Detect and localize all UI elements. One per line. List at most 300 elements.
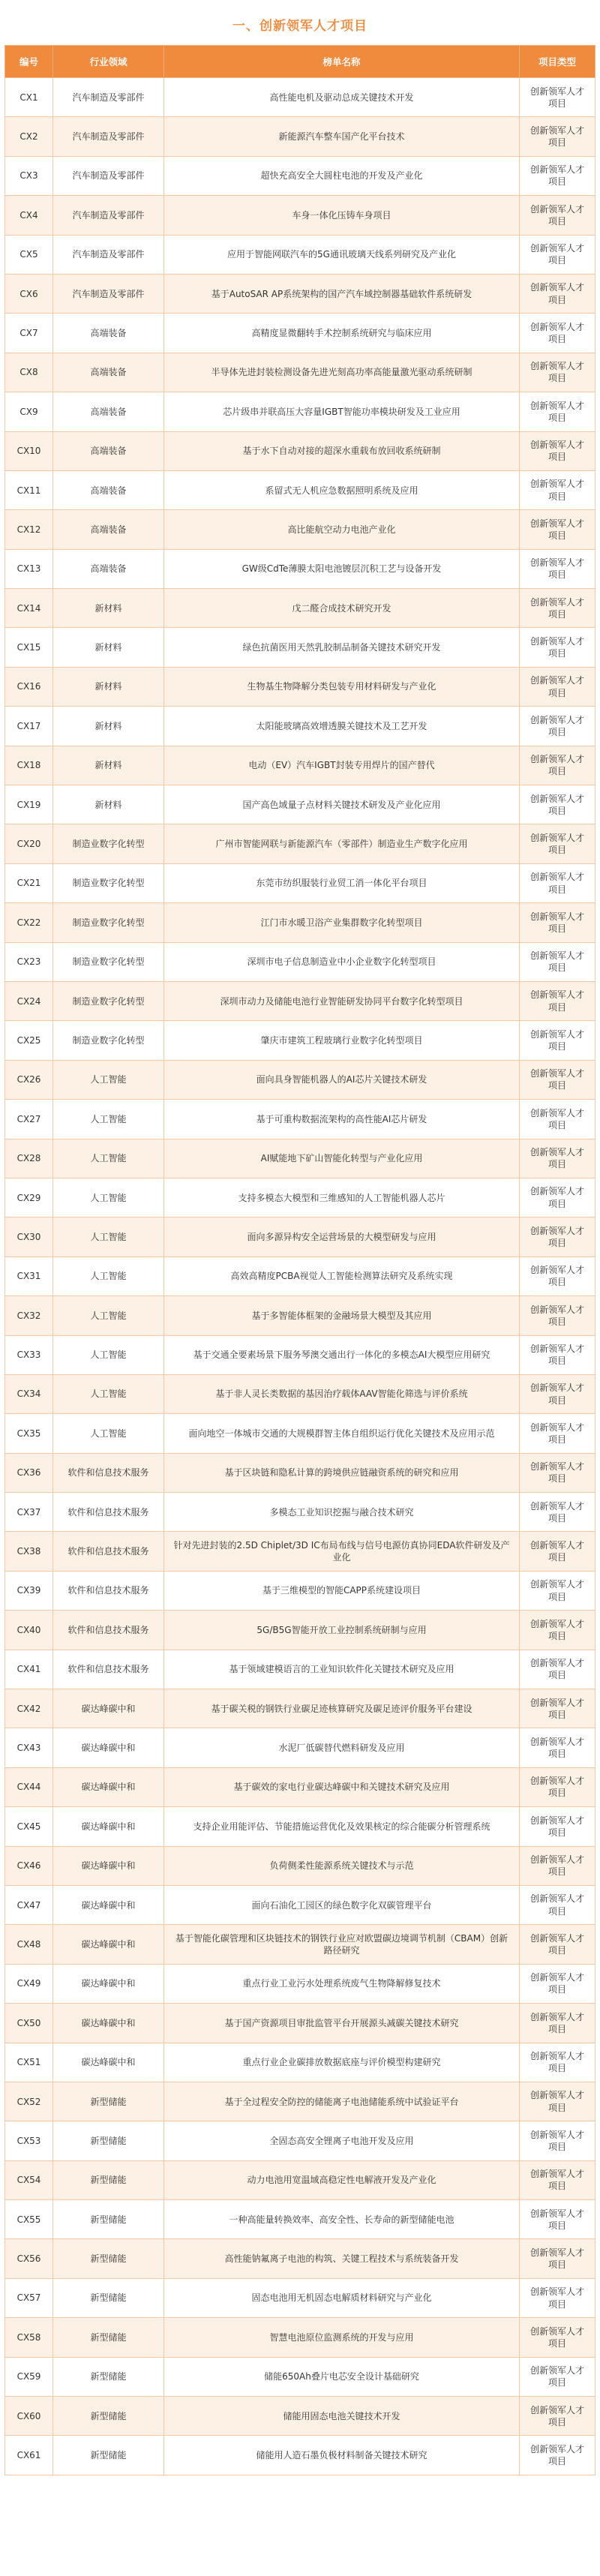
cell-industry: 人工智能 — [53, 1335, 164, 1374]
cell-name: 负荷侧柔性能源系统关键技术与示范 — [164, 1846, 520, 1885]
cell-no: CX46 — [5, 1846, 53, 1885]
cell-type: 创新领军人才项目 — [520, 942, 596, 981]
cell-name: 5G/B5G智能开放工业控制系统研制与应用 — [164, 1611, 520, 1650]
cell-type: 创新领军人才项目 — [520, 2278, 596, 2317]
cell-industry: 新型储能 — [53, 2278, 164, 2317]
table-row — [5, 2082, 596, 2121]
table-row — [5, 1493, 596, 1532]
cell-industry: 新材料 — [53, 667, 164, 706]
table-row — [5, 1256, 596, 1296]
cell-type: 创新领军人才项目 — [520, 981, 596, 1020]
cell-industry: 人工智能 — [53, 1256, 164, 1296]
cell-type: 创新领军人才项目 — [520, 667, 596, 706]
table-row — [5, 1453, 596, 1492]
cell-no: CX11 — [5, 470, 53, 509]
cell-type: 创新领军人才项目 — [520, 2239, 596, 2278]
cell-no: CX60 — [5, 2397, 53, 2436]
cell-no: CX22 — [5, 903, 53, 942]
cell-type: 创新领军人才项目 — [520, 1256, 596, 1296]
cell-industry: 人工智能 — [53, 1060, 164, 1099]
cell-no: CX59 — [5, 2357, 53, 2396]
cell-type: 创新领军人才项目 — [520, 1139, 596, 1178]
cell-name: 多模态工业知识挖掘与融合技术研究 — [164, 1493, 520, 1532]
cell-name: 重点行业工业污水处理系统废气生物降解修复技术 — [164, 1964, 520, 2003]
cell-no: CX9 — [5, 392, 53, 431]
cell-industry: 碳达峰碳中和 — [53, 1846, 164, 1885]
cell-name: 面向多源异构安全运营场景的大模型研发与应用 — [164, 1217, 520, 1256]
cell-name: 系留式无人机应急数据照明系统及应用 — [164, 470, 520, 509]
table-row — [5, 981, 596, 1020]
cell-industry: 碳达峰碳中和 — [53, 2043, 164, 2082]
cell-no: CX48 — [5, 1925, 53, 1964]
table-row — [5, 1021, 596, 1060]
cell-no: CX57 — [5, 2278, 53, 2317]
table-row — [5, 942, 596, 981]
cell-no: CX43 — [5, 1728, 53, 1767]
table-row — [5, 1217, 596, 1256]
cell-no: CX25 — [5, 1021, 53, 1060]
cell-type: 创新领军人才项目 — [520, 1611, 596, 1650]
cell-no: CX52 — [5, 2082, 53, 2121]
table-row — [5, 510, 596, 549]
cell-name: 超快充高安全大圆柱电池的开发及产业化 — [164, 156, 520, 195]
cell-no: CX3 — [5, 156, 53, 195]
cell-industry: 高端装备 — [53, 392, 164, 431]
cell-no: CX34 — [5, 1374, 53, 1413]
cell-industry: 软件和信息技术服务 — [53, 1532, 164, 1571]
cell-industry: 人工智能 — [53, 1296, 164, 1335]
table-row — [5, 1689, 596, 1728]
cell-name: 绿色抗菌医用天然乳胶制品制备关键技术研究开发 — [164, 628, 520, 667]
table-row — [5, 1335, 596, 1374]
cell-no: CX51 — [5, 2043, 53, 2082]
table-row — [5, 2397, 596, 2436]
cell-no: CX44 — [5, 1767, 53, 1806]
cell-industry: 制造业数字化转型 — [53, 1021, 164, 1060]
table-row — [5, 1178, 596, 1217]
cell-type: 创新领军人才项目 — [520, 1964, 596, 2003]
table-row — [5, 589, 596, 628]
cell-industry: 高端装备 — [53, 510, 164, 549]
cell-industry: 新型储能 — [53, 2397, 164, 2436]
cell-no: CX16 — [5, 667, 53, 706]
cell-type: 创新领军人才项目 — [520, 628, 596, 667]
cell-no: CX15 — [5, 628, 53, 667]
cell-industry: 新型储能 — [53, 2357, 164, 2396]
cell-name: 戊二醛合成技术研究开发 — [164, 589, 520, 628]
table-row — [5, 1532, 596, 1571]
cell-industry: 制造业数字化转型 — [53, 981, 164, 1020]
cell-name: 高比能航空动力电池产业化 — [164, 510, 520, 549]
cell-no: CX37 — [5, 1493, 53, 1532]
table-row — [5, 1374, 596, 1413]
table-row — [5, 549, 596, 588]
cell-name: 广州市智能网联与新能源汽车（零部件）制造业生产数字化应用 — [164, 824, 520, 863]
cell-name: 车身一体化压铸车身项目 — [164, 196, 520, 235]
cell-type: 创新领军人才项目 — [520, 314, 596, 353]
cell-no: CX30 — [5, 1217, 53, 1256]
cell-type: 创新领军人才项目 — [520, 549, 596, 588]
header-name: 榜单名称 — [164, 46, 520, 78]
cell-name: GW级CdTe薄膜太阳电池镀层沉积工艺与设备开发 — [164, 549, 520, 588]
cell-no: CX56 — [5, 2239, 53, 2278]
cell-type: 创新领军人才项目 — [520, 1217, 596, 1256]
table-row — [5, 353, 596, 392]
cell-type: 创新领军人才项目 — [520, 470, 596, 509]
cell-industry: 新材料 — [53, 589, 164, 628]
header-industry: 行业领域 — [53, 46, 164, 78]
cell-name: 高性能电机及驱动总成关键技术开发 — [164, 78, 520, 117]
cell-type: 创新领军人才项目 — [520, 785, 596, 824]
cell-industry: 软件和信息技术服务 — [53, 1611, 164, 1650]
cell-no: CX27 — [5, 1100, 53, 1139]
cell-no: CX19 — [5, 785, 53, 824]
table-row — [5, 1139, 596, 1178]
cell-name: 基于区块链和隐私计算的跨境供应链融资系统的研究和应用 — [164, 1453, 520, 1492]
cell-name: 储能用人造石墨负极材料制备关键技术研究 — [164, 2436, 520, 2475]
cell-name: 支持企业用能评估、节能措施运营优化及效果核定的综合能碳分析管理系统 — [164, 1807, 520, 1846]
cell-type: 创新领军人才项目 — [520, 1453, 596, 1492]
cell-industry: 新型储能 — [53, 2160, 164, 2199]
cell-type: 创新领军人才项目 — [520, 1571, 596, 1610]
cell-name: 东莞市纺织服装行业贸工消一体化平台项目 — [164, 863, 520, 902]
cell-industry: 高端装备 — [53, 353, 164, 392]
table-row — [5, 1100, 596, 1139]
cell-industry: 制造业数字化转型 — [53, 903, 164, 942]
table-row — [5, 785, 596, 824]
cell-name: 基于AutoSAR AP系统架构的国产汽车域控制器基础软件系统研发 — [164, 274, 520, 313]
table-row — [5, 2357, 596, 2396]
table-row — [5, 1650, 596, 1689]
cell-no: CX12 — [5, 510, 53, 549]
cell-type: 创新领军人才项目 — [520, 1807, 596, 1846]
cell-no: CX14 — [5, 589, 53, 628]
cell-industry: 汽车制造及零部件 — [53, 235, 164, 274]
cell-type: 创新领军人才项目 — [520, 2357, 596, 2396]
cell-name: 基于全过程安全防控的储能离子电池储能系统中试验证平台 — [164, 2082, 520, 2121]
cell-name: 基于碳效的家电行业碳达峰碳中和关键技术研究及应用 — [164, 1767, 520, 1806]
cell-no: CX47 — [5, 1885, 53, 1924]
cell-type: 创新领军人才项目 — [520, 2160, 596, 2199]
cell-name: 肇庆市建筑工程玻璃行业数字化转型项目 — [164, 1021, 520, 1060]
cell-no: CX50 — [5, 2004, 53, 2043]
table-row — [5, 2200, 596, 2239]
section-title: 一、创新领军人才项目 — [232, 18, 368, 34]
cell-industry: 碳达峰碳中和 — [53, 1885, 164, 1924]
cell-industry: 人工智能 — [53, 1100, 164, 1139]
cell-type: 创新领军人才项目 — [520, 196, 596, 235]
cell-type: 创新领军人才项目 — [520, 2121, 596, 2160]
cell-no: CX36 — [5, 1453, 53, 1492]
table-header — [5, 46, 596, 78]
cell-no: CX2 — [5, 117, 53, 156]
cell-type: 创新领军人才项目 — [520, 863, 596, 902]
cell-no: CX41 — [5, 1650, 53, 1689]
table-body — [5, 78, 596, 2475]
cell-industry: 高端装备 — [53, 549, 164, 588]
cell-name: 面向石油化工园区的绿色数字化双碳管理平台 — [164, 1885, 520, 1924]
cell-type: 创新领军人才项目 — [520, 1060, 596, 1099]
cell-no: CX1 — [5, 78, 53, 117]
cell-name: 基于交通全要素场景下服务琴澳交通出行一体化的多模态AI大模型应用研究 — [164, 1335, 520, 1374]
cell-type: 创新领军人才项目 — [520, 78, 596, 117]
cell-industry: 碳达峰碳中和 — [53, 1925, 164, 1964]
table-row — [5, 431, 596, 470]
cell-name: 基于水下自动对接的超深水重载布放回收系统研制 — [164, 431, 520, 470]
cell-name: 半导体先进封装检测设备先进光刻高功率高能量激光驱动系统研制 — [164, 353, 520, 392]
cell-no: CX61 — [5, 2436, 53, 2475]
cell-type: 创新领军人才项目 — [520, 824, 596, 863]
header-no: 编号 — [5, 46, 53, 78]
cell-type: 创新领军人才项目 — [520, 707, 596, 746]
cell-type: 创新领军人才项目 — [520, 1650, 596, 1689]
cell-name: 电动（EV）汽车IGBT封装专用焊片的国产替代 — [164, 746, 520, 785]
table-row — [5, 156, 596, 195]
cell-industry: 高端装备 — [53, 314, 164, 353]
cell-no: CX13 — [5, 549, 53, 588]
cell-type: 创新领军人才项目 — [520, 1925, 596, 1964]
cell-type: 创新领军人才项目 — [520, 589, 596, 628]
cell-industry: 新型储能 — [53, 2239, 164, 2278]
cell-no: CX55 — [5, 2200, 53, 2239]
cell-industry: 人工智能 — [53, 1414, 164, 1453]
cell-type: 创新领军人才项目 — [520, 1021, 596, 1060]
cell-type: 创新领军人才项目 — [520, 2200, 596, 2239]
cell-name: 全固态高安全锂离子电池开发及应用 — [164, 2121, 520, 2160]
cell-type: 创新领军人才项目 — [520, 1689, 596, 1728]
cell-name: 重点行业企业碳排放数据底座与评价模型构建研究 — [164, 2043, 520, 2082]
project-table — [4, 45, 596, 2475]
cell-type: 创新领军人才项目 — [520, 903, 596, 942]
cell-industry: 人工智能 — [53, 1178, 164, 1217]
table-row — [5, 470, 596, 509]
cell-industry: 新型储能 — [53, 2436, 164, 2475]
cell-name: 储能650Ah叠片电芯安全设计基础研究 — [164, 2357, 520, 2396]
cell-name: 高效高精度PCBA视觉人工智能检测算法研究及系统实现 — [164, 1256, 520, 1296]
cell-type: 创新领军人才项目 — [520, 2082, 596, 2121]
cell-name: 水泥厂低碳替代燃料研发及应用 — [164, 1728, 520, 1767]
cell-name: 基于三维模型的智能CAPP系统建设项目 — [164, 1571, 520, 1610]
cell-industry: 新材料 — [53, 628, 164, 667]
cell-industry: 碳达峰碳中和 — [53, 2004, 164, 2043]
cell-name: 基于碳关税的钢铁行业碳足迹核算研究及碳足迹评价服务平台建设 — [164, 1689, 520, 1728]
cell-name: 基于非人灵长类数据的基因治疗载体AAV智能化筛选与评价系统 — [164, 1374, 520, 1413]
cell-name: 芯片级串并联高压大容量IGBT智能功率模块研发及工业应用 — [164, 392, 520, 431]
cell-no: CX23 — [5, 942, 53, 981]
cell-name: 面向地空一体城市交通的大规模群智主体自组织运行优化关键技术及应用示范 — [164, 1414, 520, 1453]
cell-type: 创新领军人才项目 — [520, 431, 596, 470]
table-row — [5, 392, 596, 431]
table-row — [5, 707, 596, 746]
table-row — [5, 824, 596, 863]
cell-name: 江门市水暖卫浴产业集群数字化转型项目 — [164, 903, 520, 942]
cell-industry: 制造业数字化转型 — [53, 863, 164, 902]
table-row — [5, 1925, 596, 1964]
table-row — [5, 2121, 596, 2160]
cell-type: 创新领军人才项目 — [520, 2318, 596, 2357]
cell-industry: 制造业数字化转型 — [53, 824, 164, 863]
cell-no: CX39 — [5, 1571, 53, 1610]
table-row — [5, 903, 596, 942]
table-row — [5, 1885, 596, 1924]
table-row — [5, 667, 596, 706]
table-row — [5, 2436, 596, 2475]
table-row — [5, 1964, 596, 2003]
cell-type: 创新领军人才项目 — [520, 1532, 596, 1571]
cell-industry: 软件和信息技术服务 — [53, 1453, 164, 1492]
cell-type: 创新领军人才项目 — [520, 274, 596, 313]
table-row — [5, 2160, 596, 2199]
cell-type: 创新领军人才项目 — [520, 1767, 596, 1806]
cell-name: 基于领域建模语言的工业知识软件化关键技术研究及应用 — [164, 1650, 520, 1689]
table-row — [5, 2004, 596, 2043]
table-row — [5, 196, 596, 235]
cell-no: CX18 — [5, 746, 53, 785]
cell-no: CX49 — [5, 1964, 53, 2003]
cell-no: CX8 — [5, 353, 53, 392]
cell-type: 创新领军人才项目 — [520, 1335, 596, 1374]
cell-industry: 新型储能 — [53, 2121, 164, 2160]
cell-name: 储能用固态电池关键技术开发 — [164, 2397, 520, 2436]
cell-name: 高性能钠氟离子电池的构筑、关键工程技术与系统装备开发 — [164, 2239, 520, 2278]
table-row — [5, 274, 596, 313]
cell-no: CX4 — [5, 196, 53, 235]
cell-name: 基于多智能体框架的金融场景大模型及其应用 — [164, 1296, 520, 1335]
cell-industry: 汽车制造及零部件 — [53, 274, 164, 313]
cell-no: CX20 — [5, 824, 53, 863]
cell-no: CX38 — [5, 1532, 53, 1571]
cell-type: 创新领军人才项目 — [520, 392, 596, 431]
cell-name: 基于可重构数据流架构的高性能AI芯片研发 — [164, 1100, 520, 1139]
table-row — [5, 117, 596, 156]
cell-name: 智慧电池原位监测系统的开发与应用 — [164, 2318, 520, 2357]
cell-industry: 高端装备 — [53, 470, 164, 509]
cell-type: 创新领军人才项目 — [520, 746, 596, 785]
cell-type: 创新领军人才项目 — [520, 1100, 596, 1139]
cell-type: 创新领军人才项目 — [520, 1414, 596, 1453]
cell-no: CX31 — [5, 1256, 53, 1296]
table-row — [5, 1807, 596, 1846]
table-row — [5, 1414, 596, 1453]
cell-industry: 汽车制造及零部件 — [53, 117, 164, 156]
cell-name: 动力电池用宽温域高稳定性电解液开发及产业化 — [164, 2160, 520, 2199]
cell-type: 创新领军人才项目 — [520, 1728, 596, 1767]
cell-type: 创新领军人才项目 — [520, 353, 596, 392]
cell-type: 创新领军人才项目 — [520, 2397, 596, 2436]
cell-no: CX29 — [5, 1178, 53, 1217]
cell-industry: 人工智能 — [53, 1374, 164, 1413]
cell-type: 创新领军人才项目 — [520, 1178, 596, 1217]
cell-type: 创新领军人才项目 — [520, 2004, 596, 2043]
table-row — [5, 235, 596, 274]
cell-name: 深圳市电子信息制造业中小企业数字化转型项目 — [164, 942, 520, 981]
cell-name: 国产高色域量子点材料关键技术研发及产业化应用 — [164, 785, 520, 824]
cell-type: 创新领军人才项目 — [520, 117, 596, 156]
cell-name: 固态电池用无机固态电解质材料研究与产业化 — [164, 2278, 520, 2317]
cell-industry: 制造业数字化转型 — [53, 942, 164, 981]
cell-no: CX10 — [5, 431, 53, 470]
header-type: 项目类型 — [520, 46, 596, 78]
cell-name: AI赋能地下矿山智能化转型与产业化应用 — [164, 1139, 520, 1178]
cell-name: 生物基生物降解分类包装专用材料研发与产业化 — [164, 667, 520, 706]
table-row — [5, 863, 596, 902]
cell-industry: 人工智能 — [53, 1139, 164, 1178]
cell-no: CX53 — [5, 2121, 53, 2160]
cell-type: 创新领军人才项目 — [520, 1374, 596, 1413]
cell-no: CX33 — [5, 1335, 53, 1374]
cell-no: CX24 — [5, 981, 53, 1020]
cell-industry: 人工智能 — [53, 1217, 164, 1256]
cell-type: 创新领军人才项目 — [520, 2043, 596, 2082]
cell-industry: 软件和信息技术服务 — [53, 1571, 164, 1610]
cell-no: CX54 — [5, 2160, 53, 2199]
cell-industry: 碳达峰碳中和 — [53, 1807, 164, 1846]
table-row — [5, 628, 596, 667]
table-row — [5, 2318, 596, 2357]
table-row — [5, 78, 596, 117]
table-row — [5, 314, 596, 353]
table-row — [5, 1728, 596, 1767]
cell-no: CX17 — [5, 707, 53, 746]
cell-name: 支持多模态大模型和三维感知的人工智能机器人芯片 — [164, 1178, 520, 1217]
cell-name: 基于智能化碳管理和区块链技术的钢铁行业应对欧盟碳边境调节机制（CBAM）创新路径研究 — [164, 1925, 520, 1964]
table-row — [5, 1767, 596, 1806]
cell-industry: 新型储能 — [53, 2082, 164, 2121]
table-row — [5, 1571, 596, 1610]
table-row — [5, 1846, 596, 1885]
cell-industry: 软件和信息技术服务 — [53, 1493, 164, 1532]
header-row — [5, 46, 596, 78]
cell-industry: 软件和信息技术服务 — [53, 1650, 164, 1689]
cell-no: CX42 — [5, 1689, 53, 1728]
cell-no: CX32 — [5, 1296, 53, 1335]
cell-industry: 碳达峰碳中和 — [53, 1728, 164, 1767]
cell-type: 创新领军人才项目 — [520, 1296, 596, 1335]
cell-name: 深圳市动力及储能电池行业智能研发协同平台数字化转型项目 — [164, 981, 520, 1020]
table-row — [5, 1611, 596, 1650]
cell-industry: 汽车制造及零部件 — [53, 78, 164, 117]
cell-name: 一种高能量转换效率、高安全性、长寿命的新型储能电池 — [164, 2200, 520, 2239]
cell-industry: 碳达峰碳中和 — [53, 1689, 164, 1728]
cell-type: 创新领军人才项目 — [520, 156, 596, 195]
cell-industry: 碳达峰碳中和 — [53, 1964, 164, 2003]
cell-no: CX6 — [5, 274, 53, 313]
cell-name: 新能源汽车整车国产化平台技术 — [164, 117, 520, 156]
cell-industry: 新材料 — [53, 746, 164, 785]
cell-no: CX28 — [5, 1139, 53, 1178]
table-row — [5, 2239, 596, 2278]
cell-type: 创新领军人才项目 — [520, 1846, 596, 1885]
table-row — [5, 2278, 596, 2317]
cell-type: 创新领军人才项目 — [520, 1885, 596, 1924]
cell-industry: 汽车制造及零部件 — [53, 156, 164, 195]
cell-name: 基于国产资源项目审批监管平台开展源头减碳关键技术研究 — [164, 2004, 520, 2043]
cell-industry: 新型储能 — [53, 2318, 164, 2357]
cell-no: CX45 — [5, 1807, 53, 1846]
cell-no: CX21 — [5, 863, 53, 902]
cell-industry: 高端装备 — [53, 431, 164, 470]
table-row — [5, 1296, 596, 1335]
cell-industry: 汽车制造及零部件 — [53, 196, 164, 235]
cell-no: CX5 — [5, 235, 53, 274]
cell-industry: 新型储能 — [53, 2200, 164, 2239]
cell-type: 创新领军人才项目 — [520, 235, 596, 274]
cell-name: 针对先进封装的2.5D Chiplet/3D IC布局布线与信号电源仿真协同EDA软件研发及产业化 — [164, 1532, 520, 1571]
cell-type: 创新领军人才项目 — [520, 2436, 596, 2475]
table-row — [5, 1060, 596, 1099]
cell-name: 应用于智能网联汽车的5G通讯玻璃天线系列研究及产业化 — [164, 235, 520, 274]
cell-no: CX58 — [5, 2318, 53, 2357]
